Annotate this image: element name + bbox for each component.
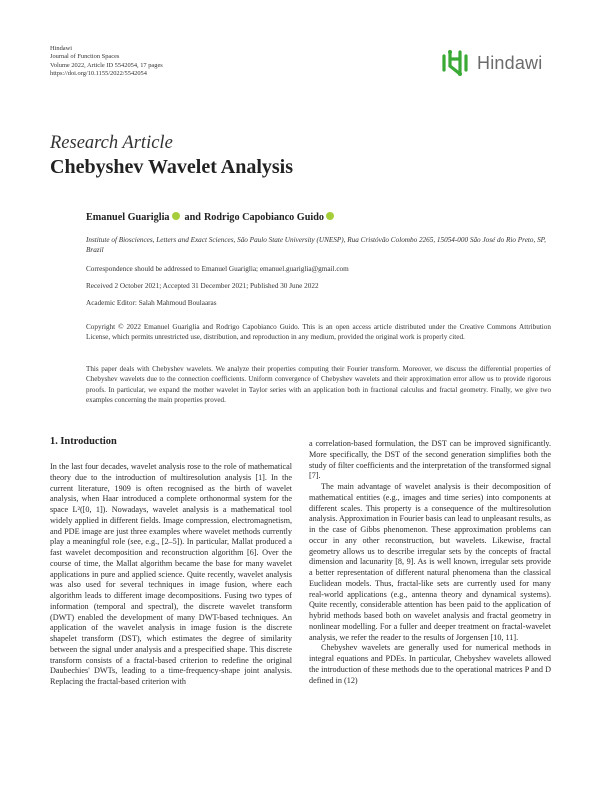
body-column-left bbox=[50, 462, 292, 688]
author-list bbox=[86, 212, 336, 223]
hindawi-logo[interactable] bbox=[438, 46, 542, 80]
paragraph: a correlation-based formulation, the DST can be improved significantly. More specifically, the DST of the second generation simplifies both the study of filter coefficients and the interpretation of the transformed signal [7]. bbox=[309, 439, 551, 481]
article-title: Chebyshev Wavelet Analysis bbox=[50, 156, 293, 178]
doi-link[interactable]: https://doi.org/10.1155/2022/5542054 bbox=[50, 70, 147, 78]
author-separator: and bbox=[184, 212, 201, 223]
author-name[interactable]: Emanuel Guariglia bbox=[86, 212, 170, 223]
publisher-name: Hindawi bbox=[50, 45, 73, 52]
orcid-icon[interactable] bbox=[172, 212, 180, 220]
author-name[interactable]: Rodrigo Capobianco Guido bbox=[203, 212, 324, 223]
affiliation: Institute of Biosciences, Letters and Exact Sciences, São Paulo State University (UNESP), Rua Cristóvão Colombo 2265, 15054-000 São José do Rio Preto, SP, Brazil bbox=[86, 236, 546, 255]
copyright-notice: Copyright © 2022 Emanuel Guariglia and Rodrigo Capobianco Guido. This is an open access article distributed under the Creative Commons Attribution License, which permits unrestricted use, distribution, and reproduction in any medium, provided the original work is properly cited. bbox=[86, 323, 551, 342]
article-type: Research Article bbox=[50, 133, 173, 153]
logo-text: Hindawi bbox=[477, 52, 543, 73]
orcid-icon[interactable] bbox=[326, 212, 334, 220]
abstract: This paper deals with Chebyshev wavelets. We analyze their properties computing their Fourier transform. Moreover, we discuss the differential properties of Chebyshev wavelets due to the connection coefficients. Uniform convergence of Chebyshev wavelets and their approximation error allow us to provide rigorous proofs. In particular, we expand the mother wavelet in Taylor series with an application both in fractional calculus and fractal geometry. Finally, we give two examples concerning the main properties proved. bbox=[86, 365, 551, 405]
journal-header bbox=[50, 45, 163, 79]
hindawi-logo-icon bbox=[438, 46, 474, 80]
section-heading: 1. Introduction bbox=[50, 436, 117, 447]
paragraph: In the last four decades, wavelet analysis rose to the role of mathematical theory due to the introduction of multiresolution analysis [1]. In the current literature, 1909 is often recognised as the birth of wavelet analysis, when Haar introduced a complete orthonormal system for the space L²([0, 1]). Nowadays, wavelet analysis is a mathematical tool widely applied in different fields. Image compression, electromagnetism, and PDE image are just three examples where wavelet methods currently play a meaningful role (see, e.g., [2–5]). In particular, Mallat produced a fast wavelet decomposition and reconstruction algorithm [6]. Over the course of time, the Mallat algorithm became the base for many wavelet applications in pure and applied science. Quite recently, wavelet analysis was also used for several techniques in image fusion, where each algorithm leads to different image decompositions. Fusing two types of information (temporal and spectral), the discrete wavelet transform (DWT) enabled the development of many DWT-based techniques. An application of the wavelet analysis in image fusion is the discrete shapelet transform (DST), which estimates the degree of similarity between the signal under analysis and a prespecified shape. This discrete transform consists of a fractal-based criterion to redefine the original Daubechies' DWTs, leading to a time-frequency-shape joint analysis. Replacing the fractal-based criterion with bbox=[50, 462, 292, 686]
journal-name: Journal of Function Spaces bbox=[50, 53, 120, 61]
volume-line: Volume 2022, Article ID 5542054, 17 pages bbox=[50, 61, 163, 69]
academic-editor: Academic Editor: Salah Mahmoud Boulaaras bbox=[86, 299, 217, 307]
paragraph: The main advantage of wavelet analysis is their decomposition of mathematical entities (e.g., images and time series) into components at different scales. This property is a consequence of the multiresolution analysis. Approximation in Fourier basis can lead to unpleasant results, as in the case of Gibbs phenomenon. These approximation problems can occur in any other reconstruction, but wavelets. Likewise, fractal geometry allows us to describe irregular sets by the concepts of fractal dimension and lacunarity [8, 9]. As is well known, irregular sets provide a better representation of different natural phenomena than the classical Euclidean models. Thus, fractal-like sets are currently used for many real-world applications (e.g., antenna theory and dynamical systems). Quite recently, considerable attention has been paid to the application of hybrid methods based both on wavelet analysis and fractal geometry in nonlinear modelling. For a fuller and deeper treatment on fractal-wavelet analysis, we refer the reader to the results of Jorgensen [10, 11]. bbox=[309, 482, 551, 642]
paragraph: Chebyshev wavelets are generally used for numerical methods in integral equations and PDEs. In particular, Chebyshev wavelets allowed the introduction of these methods due to the operational matrices P and D defined in (12) bbox=[309, 643, 551, 685]
publication-dates: Received 2 October 2021; Accepted 31 December 2021; Published 30 June 2022 bbox=[86, 282, 319, 290]
correspondence: Correspondence should be addressed to Emanuel Guariglia; emanuel.guariglia@gmail.com bbox=[86, 265, 349, 273]
body-column-right bbox=[309, 439, 551, 686]
